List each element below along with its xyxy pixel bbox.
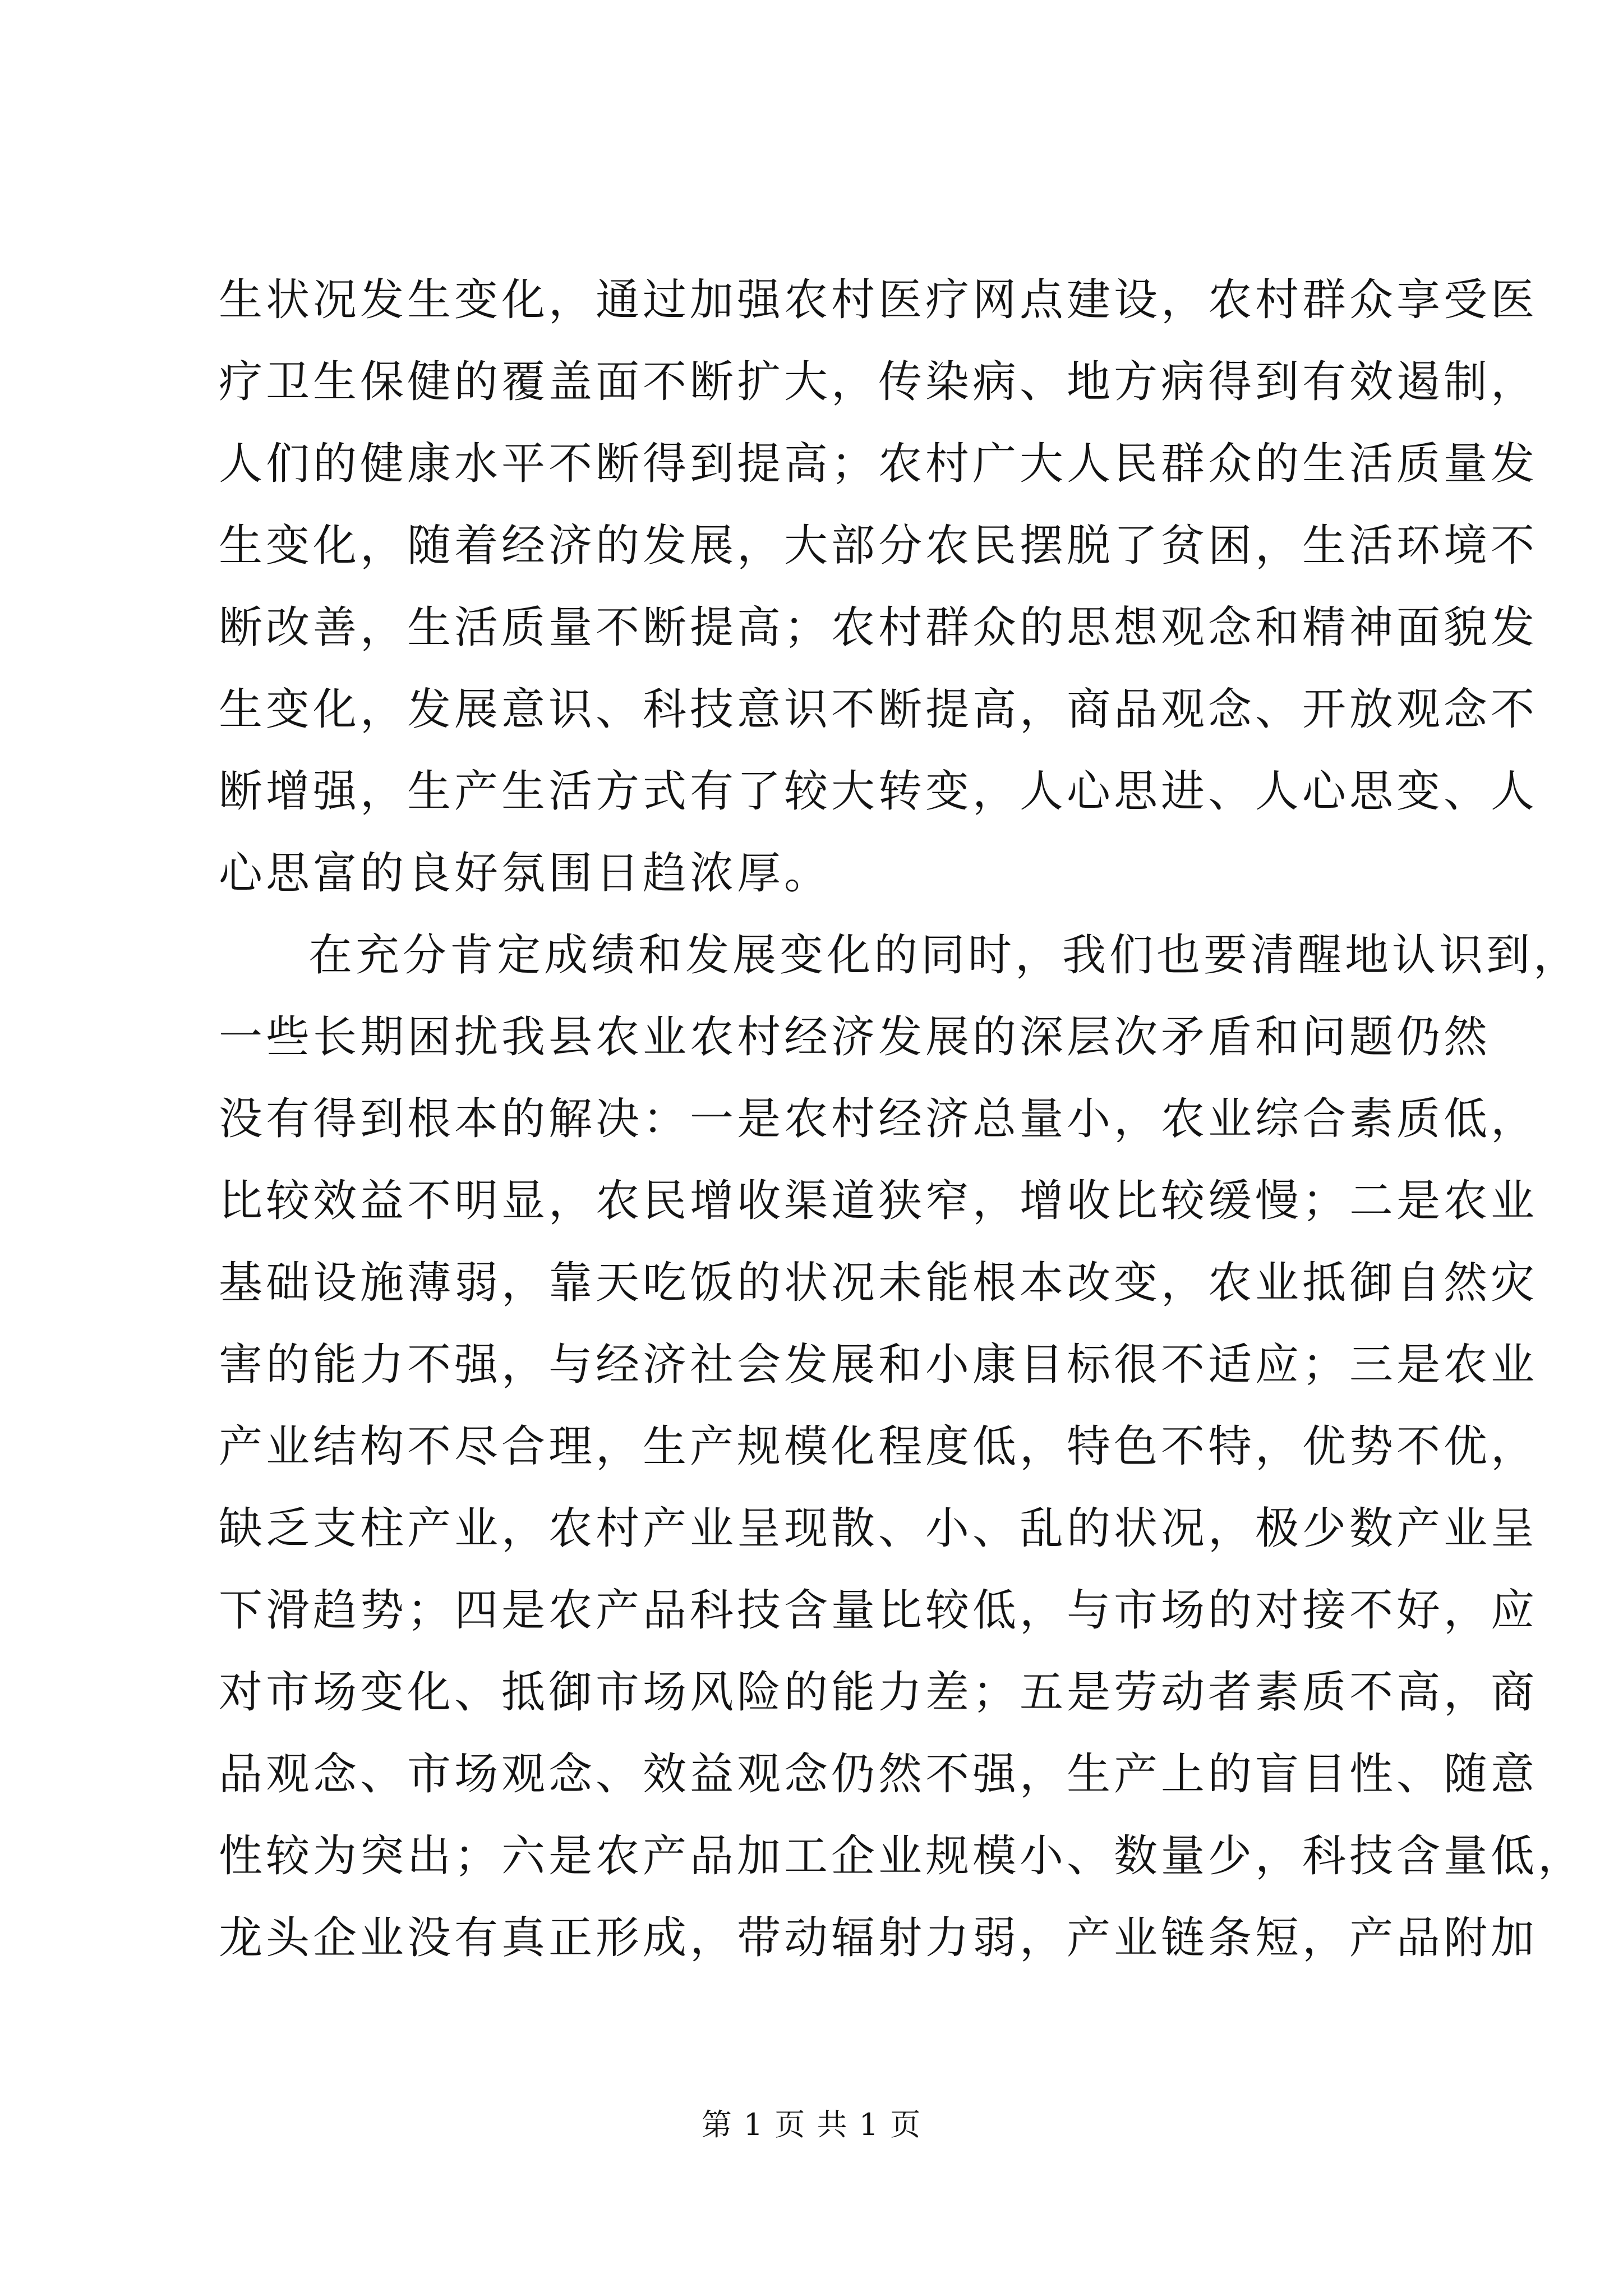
paragraph-1 xyxy=(219,259,1538,914)
text-line: 人们的健康水平不断得到提高；农村广大人民群众的生活质量发 xyxy=(219,439,1538,489)
text-line: 缺乏支柱产业，农村产业呈现散、小、乱的状况，极少数产业呈 xyxy=(219,1503,1538,1554)
text-line: 基础设施薄弱，靠天吃饭的状况未能根本改变，农业抵御自然灾 xyxy=(219,1258,1538,1308)
text-line: 生状况发生变化，通过加强农村医疗网点建设，农村群众享受医 xyxy=(219,275,1538,325)
paragraph-2 xyxy=(219,914,1585,1979)
text-line: 生变化，发展意识、科技意识不断提高，商品观念、开放观念不 xyxy=(219,684,1538,735)
body-text xyxy=(219,259,1585,1979)
text-line: 产业结构不尽合理，生产规模化程度低，特色不特，优势不优， xyxy=(219,1421,1538,1472)
text-line: 断增强，生产生活方式有了较大转变，人心思进、人心思变、人 xyxy=(219,766,1538,817)
page-footer: 第 1 页 共 1 页 xyxy=(701,2107,922,2142)
text-line: 一些长期困扰我县农业农村经济发展的深层次矛盾和问题仍然 xyxy=(219,1012,1491,1062)
text-line: 疗卫生保健的覆盖面不断扩大，传染病、地方病得到有效遏制， xyxy=(219,357,1538,407)
text-line: 害的能力不强，与经济社会发展和小康目标很不适应；三是农业 xyxy=(219,1340,1538,1390)
text-line: 对市场变化、抵御市场风险的能力差；五是劳动者素质不高，商 xyxy=(219,1667,1538,1718)
text-line: 没有得到根本的解决：一是农村经济总量小，农业综合素质低， xyxy=(219,1094,1538,1144)
text-line: 龙头企业没有真正形成，带动辐射力弱，产业链条短，产品附加 xyxy=(219,1913,1538,1963)
text-line: 性较为突出；六是农产品加工企业规模小、数量少，科技含量低， xyxy=(219,1831,1585,1881)
text-line: 品观念、市场观念、效益观念仍然不强，生产上的盲目性、随意 xyxy=(219,1749,1538,1800)
text-line: 心思富的良好氛围日趋浓厚。 xyxy=(219,848,832,899)
text-line: 在充分肯定成绩和发展变化的同时，我们也要清醒地认识到， xyxy=(308,930,1581,981)
text-line: 生变化，随着经济的发展，大部分农民摆脱了贫困，生活环境不 xyxy=(219,521,1538,571)
text-line: 比较效益不明显，农民增收渠道狭窄，增收比较缓慢；二是农业 xyxy=(219,1176,1538,1226)
text-line: 下滑趋势；四是农产品科技含量比较低，与市场的对接不好，应 xyxy=(219,1585,1538,1636)
text-line: 断改善，生活质量不断提高；农村群众的思想观念和精神面貌发 xyxy=(219,602,1538,653)
